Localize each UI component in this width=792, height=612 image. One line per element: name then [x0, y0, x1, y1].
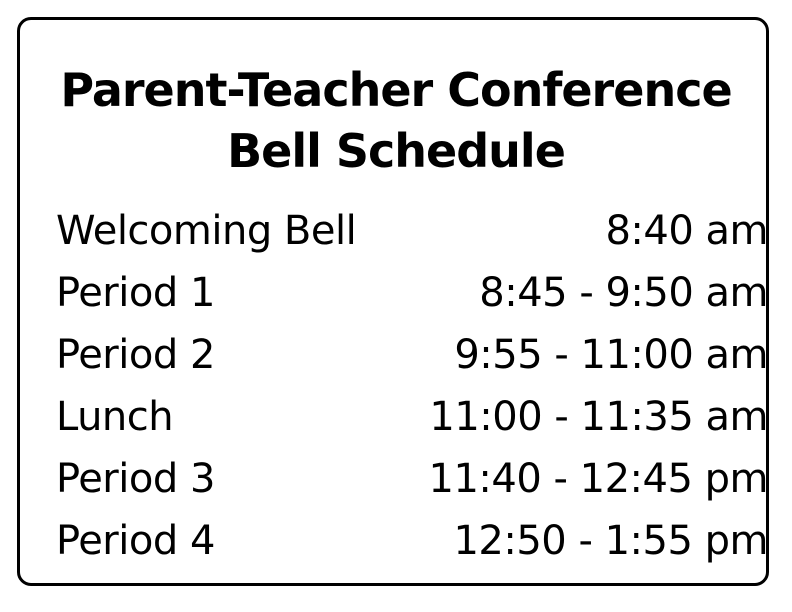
schedule-label: Period 1 — [56, 270, 215, 316]
schedule-label: Period 3 — [56, 456, 215, 502]
schedule-time: 8:40 am — [605, 208, 768, 254]
schedule-time: 11:40 - 12:45 pm — [428, 456, 768, 502]
schedule-time: 8:45 - 9:50 am — [479, 270, 768, 316]
title-line-1: Parent-Teacher Conference — [60, 63, 732, 117]
schedule-label: Period 4 — [56, 518, 215, 564]
schedule-time: 12:50 - 1:55 pm — [453, 518, 768, 564]
schedule-row-welcoming-bell — [56, 200, 768, 262]
schedule-label: Welcoming Bell — [56, 208, 357, 254]
schedule-time: 11:00 - 11:35 am — [429, 394, 768, 440]
schedule-card — [17, 17, 769, 586]
schedule-row-period-4 — [56, 510, 768, 572]
title-line-2: Bell Schedule — [227, 124, 565, 178]
schedule-row-lunch — [56, 386, 768, 448]
schedule-list — [56, 200, 768, 572]
schedule-row-period-2 — [56, 324, 768, 386]
schedule-time: 9:55 - 11:00 am — [454, 332, 768, 378]
schedule-row-period-3 — [56, 448, 768, 510]
schedule-label: Period 2 — [56, 332, 215, 378]
schedule-row-period-1 — [56, 262, 768, 324]
schedule-label: Lunch — [56, 394, 174, 440]
